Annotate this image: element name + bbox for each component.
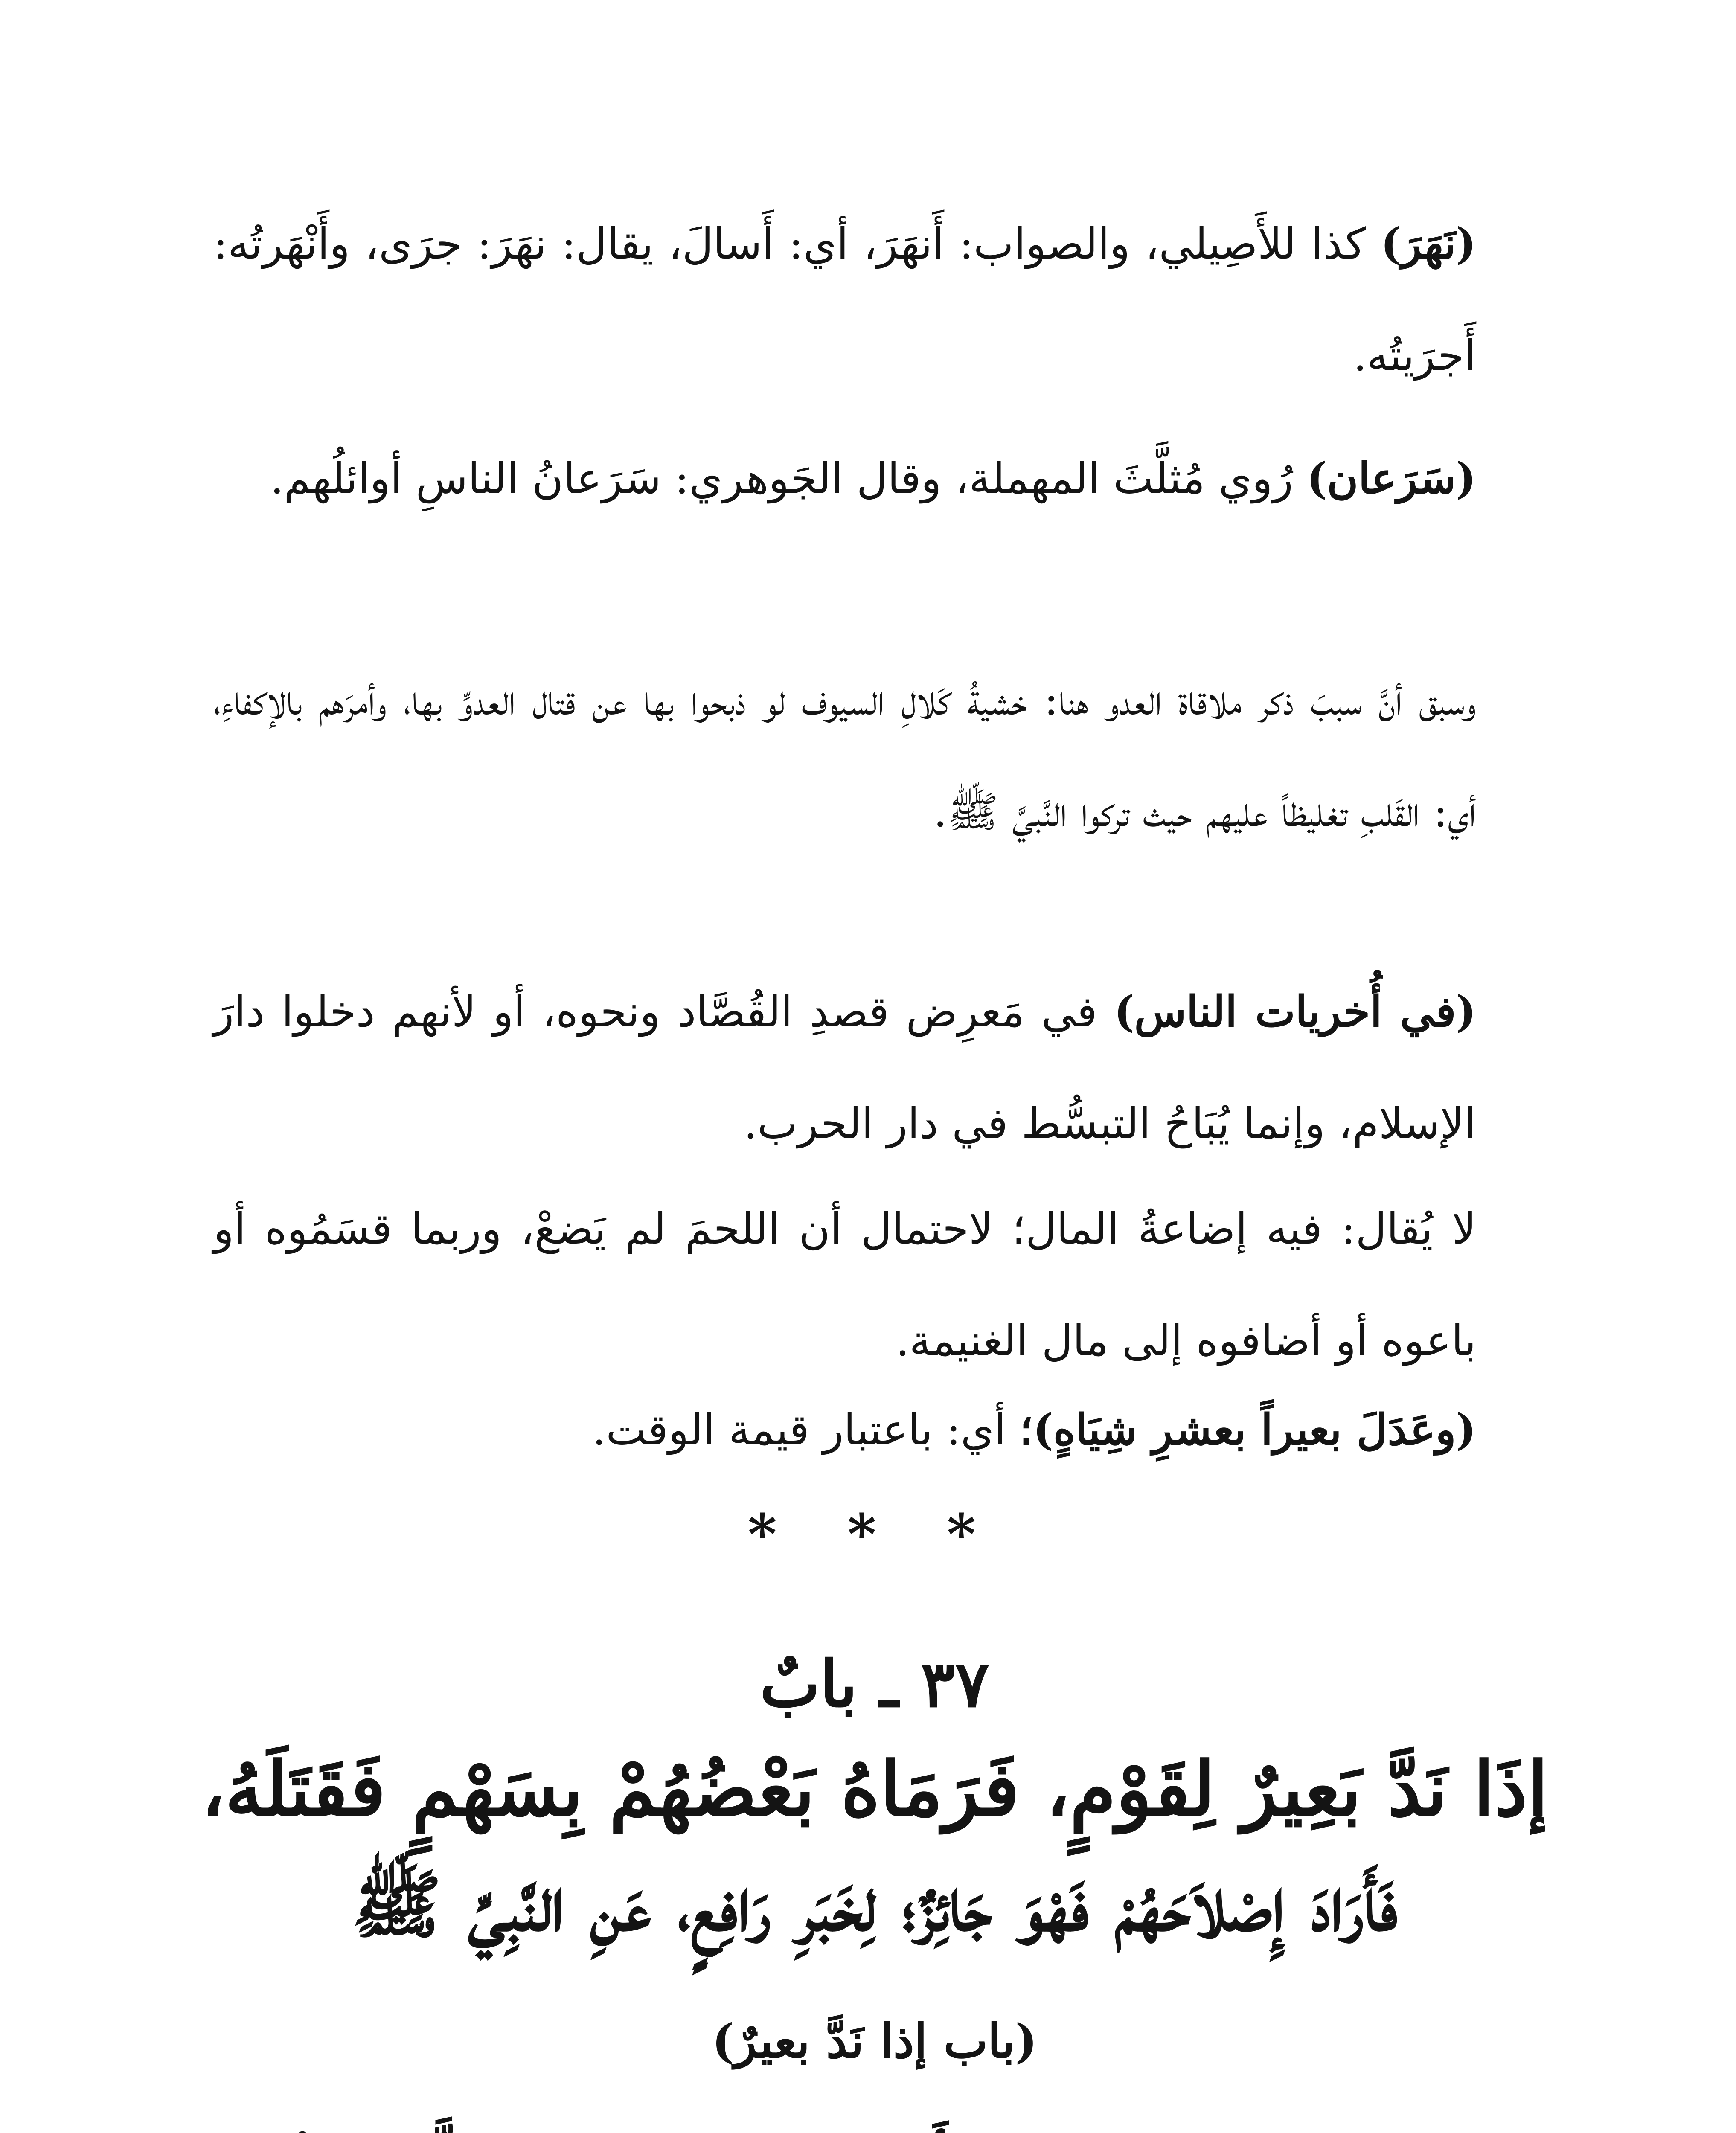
- commentary-paragraph-5: [213, 1173, 1476, 1397]
- lemma: (وعَدَلَ بعيراً بعشرِ شِيَاهٍ)؛: [1019, 1404, 1476, 1455]
- paragraph-text: رُوي مُثلَّثَ المهملة، وقال الجَوهري: سَرَعانُ الناسِ أوائلُهم.: [270, 453, 1307, 503]
- commentary-paragraph-4: [213, 956, 1476, 1180]
- paragraph-text: وسبق أنَّ سببَ ذكر ملاقاة العدو هنا: خشيةُ كَلالِ السيوف لو ذبحوا بها عن قتال العدوِّ بها، وأمرَهم بالإكفاءِ، أي: القَلبِ تغليظاً عليهم حيث تركوا النَّبيَّ ﷺ.: [213, 675, 1476, 837]
- paragraph-text: كذا للأَصِيلي، والصواب: أَنهَرَ، أي: أَسالَ، يقال: نهَرَ: جرَى، وأَنْهَرتُه: أَجرَيتُه.: [213, 219, 1476, 381]
- chapter-subtitle: (باب إذا نَدَّ بعيرٌ): [712, 2014, 1038, 2069]
- chapter-title-line-2: فَأَرَادَ إِصْلاَحَهُمْ فَهْوَ جَائِزٌ؛ لِخَبَرِ رَافِعٍ، عَنِ النَّبِيِّ ﷺ: [352, 1861, 1398, 1948]
- chapter-title-line-1: إذَا نَدَّ بَعِيرٌ لِقَوْمٍ، فَرَمَاهُ بَعْضُهُمْ بِسَهْمٍ فَقَتَلَهُ،: [201, 1746, 1548, 1833]
- section-separator: * * *: [747, 1502, 1002, 1567]
- paragraph-text: أي: باعتبار قيمة الوقت.: [592, 1405, 1020, 1455]
- commentary-paragraph-6: [213, 1374, 1476, 1486]
- commentary-paragraph-3: [213, 644, 1476, 868]
- commentary-paragraph-1: [213, 188, 1476, 412]
- lemma: (سَرَعان): [1306, 453, 1476, 503]
- paragraph-text: في مَعرِض قصدِ القُصَّاد ونحوه، أو لأنهم دخلوا دارَ الإسلام، وإنما يُبَاحُ التبسُّط في دار الحرب.: [213, 987, 1476, 1148]
- lemma: (في أُخريات الناس): [1114, 986, 1477, 1037]
- paragraph-text: لا يُقال: فيه إضاعةُ المال؛ لاحتمال أن اللحمَ لم يَضعْ، وربما قسَمُوه أو باعوه أو أضافوه إلى مال الغنيمة.: [213, 1204, 1476, 1366]
- commentary-paragraph-2: [213, 422, 1476, 535]
- chapter-number: ٣٧ ـ بابٌ: [759, 1647, 990, 1722]
- lemma: (نَهَرَ): [1381, 218, 1476, 269]
